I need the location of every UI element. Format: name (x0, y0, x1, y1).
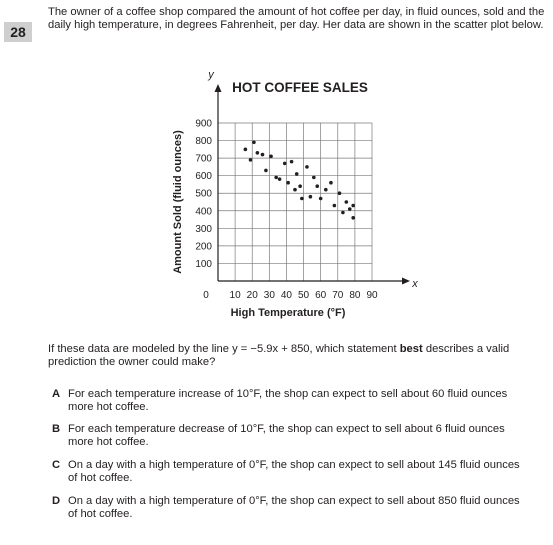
y-axis-label: Amount Sold (fluid ounces) (172, 130, 184, 274)
x-tick-label: 20 (246, 290, 258, 301)
data-point (264, 169, 268, 173)
data-point (312, 176, 316, 180)
y-tick-label: 800 (195, 136, 212, 148)
y-tick-label: 700 (195, 153, 212, 165)
y-tick-label: 500 (195, 188, 212, 200)
data-point (256, 151, 260, 155)
data-point (309, 195, 313, 199)
x-axis-letter: x (412, 278, 418, 290)
prompt-bold: best (399, 343, 423, 355)
chart-grid (218, 123, 372, 281)
x-tick-label: 30 (263, 290, 275, 301)
question-stem: The owner of a coffee shop compared the amount of hot coffee per day, in fluid ounces, sold and the daily high temperature, in degrees Fahrenheit, per day. Her data are shown in the scatter plot below. (48, 6, 545, 31)
question-number: 28 (4, 22, 32, 42)
data-point (351, 204, 355, 208)
data-point (315, 184, 319, 188)
data-point (274, 176, 278, 180)
data-point (305, 165, 309, 169)
prompt-post: describes a valid prediction the owner could make? (48, 343, 510, 368)
data-point (338, 191, 342, 195)
data-point (345, 200, 349, 204)
y-tick-label: 200 (195, 241, 212, 253)
data-point (293, 188, 297, 192)
choice-b[interactable] (52, 423, 522, 449)
chart-points (244, 141, 355, 220)
choice-d[interactable] (52, 495, 522, 521)
choice-a[interactable] (52, 388, 522, 414)
choice-text: For each temperature increase of 10°F, the shop can expect to sell about 60 fluid ounces more hot coffee. (68, 388, 508, 413)
chart-axes (215, 84, 411, 285)
scatter-plot (160, 66, 420, 330)
choice-letter: D (52, 495, 61, 507)
y-tick-label: 400 (195, 206, 212, 218)
y-tick-label: 600 (195, 171, 212, 183)
chart-title: HOT COFFEE SALES (232, 80, 368, 95)
data-point (252, 141, 256, 145)
x-tick-label: 90 (366, 290, 378, 301)
data-point (319, 197, 323, 201)
data-point (329, 181, 333, 185)
y-tick-label: 300 (195, 223, 212, 235)
y-tick-label: 100 (195, 258, 212, 270)
x-tick-label: 40 (280, 290, 293, 301)
data-point (269, 155, 273, 159)
x-tick-label: 70 (332, 290, 344, 301)
data-point (298, 184, 302, 188)
choice-letter: A (52, 388, 61, 400)
x-axis-arrow (402, 278, 410, 285)
prompt-equation: y = −5.9x + 850 (232, 343, 310, 355)
question-prompt (48, 343, 538, 369)
origin-label: 0 (203, 290, 209, 301)
x-tick-label: 60 (315, 290, 327, 301)
data-point (351, 216, 355, 220)
choice-text: On a day with a high temperature of 0°F, the shop can expect to sell about 145 fluid ounces of hot coffee. (68, 459, 520, 484)
choice-letter: B (52, 423, 61, 435)
data-point (295, 172, 299, 176)
choice-c[interactable] (52, 459, 522, 485)
x-tick-label: 50 (297, 290, 310, 301)
data-point (283, 162, 287, 166)
y-axis-arrow (215, 84, 222, 92)
x-tick-label: 10 (229, 290, 241, 301)
choice-text: For each temperature decrease of 10°F, the shop can expect to sell about 6 fluid ounces more hot coffee. (68, 423, 505, 448)
prompt-mid: , which statement (309, 343, 400, 355)
data-point (324, 188, 328, 192)
data-point (261, 153, 265, 157)
y-axis-letter: y (208, 69, 214, 81)
data-point (300, 197, 304, 201)
data-point (244, 148, 248, 152)
data-point (278, 177, 282, 181)
choice-letter: C (52, 459, 61, 471)
prompt-pre: If these data are modeled by the line (48, 343, 233, 355)
data-point (341, 211, 345, 215)
x-axis-label: High Temperature (°F) (230, 307, 346, 319)
data-point (286, 181, 290, 185)
x-tick-label: 80 (349, 290, 361, 301)
data-point (249, 158, 253, 162)
data-point (333, 204, 337, 208)
data-point (348, 207, 352, 211)
y-tick-label: 900 (195, 118, 212, 130)
data-point (290, 160, 294, 164)
choice-text: On a day with a high temperature of 0°F, the shop can expect to sell about 850 fluid ounces of hot coffee. (68, 495, 520, 520)
